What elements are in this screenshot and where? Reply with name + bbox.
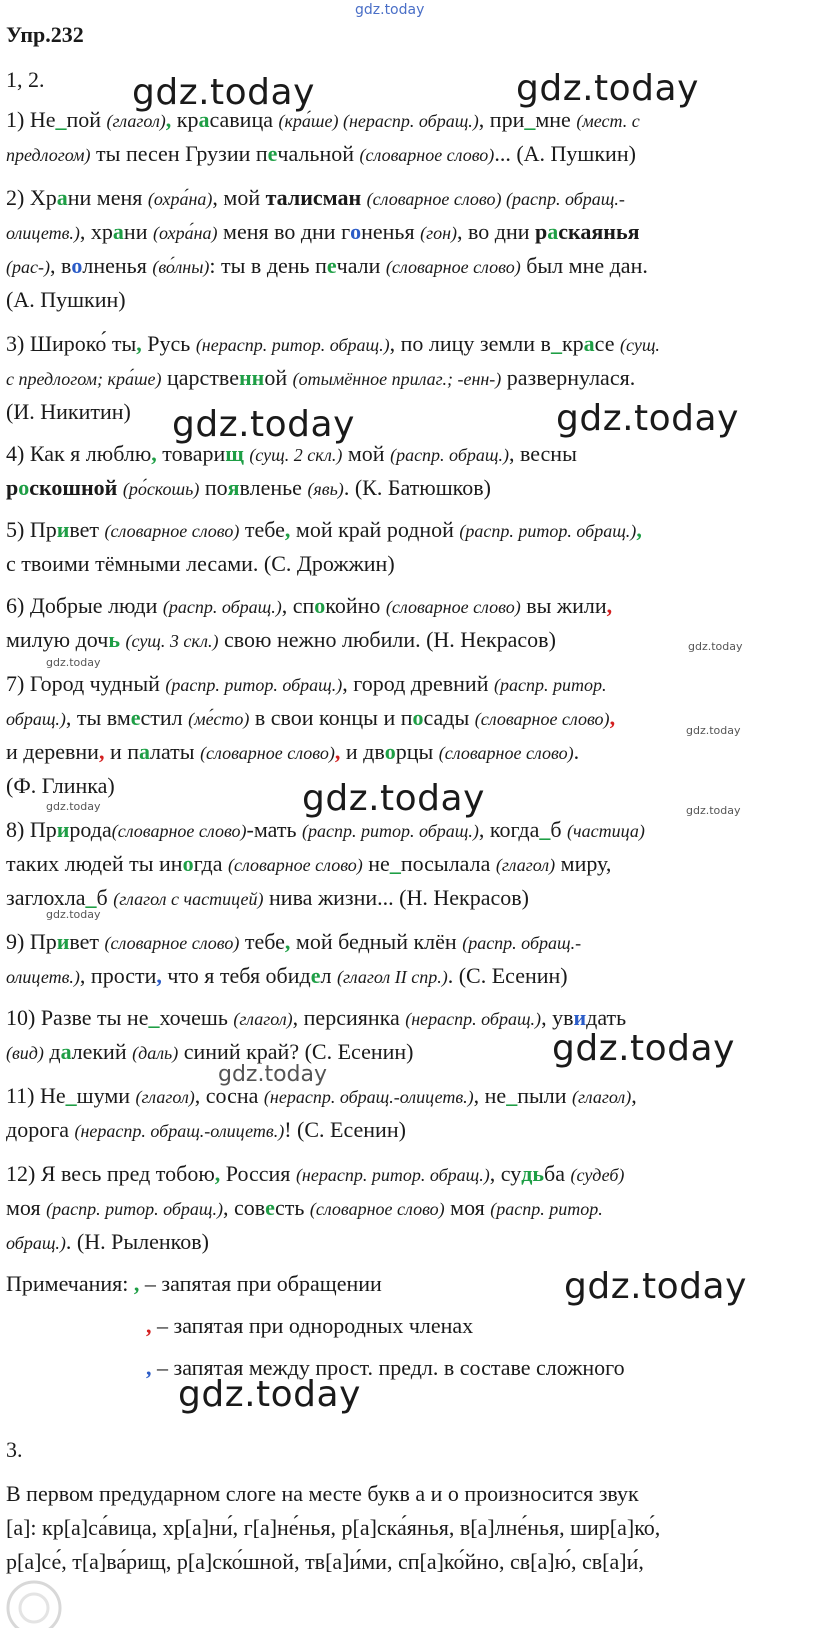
letter: е [267, 141, 278, 166]
text: , город древний [342, 671, 494, 696]
text: и п [109, 739, 139, 764]
marker: _ [389, 851, 401, 876]
text-line-24 [6, 962, 814, 991]
text: , су [489, 1161, 522, 1186]
text: ой [264, 365, 293, 390]
comma: , [136, 331, 148, 356]
note-text: – запятая между прост. предл. в составе сложного [157, 1355, 625, 1380]
text: вы жили [520, 593, 607, 618]
watermark-small: gdz.today [46, 908, 101, 921]
text: кр [561, 331, 584, 356]
marker: _ [550, 331, 562, 356]
letter: а [60, 1039, 72, 1064]
bold-letter: р [535, 219, 548, 244]
note: (словарное слово) [474, 709, 610, 729]
text: свою нежно любили. (Н. Некрасов) [218, 627, 556, 652]
part3-line-3: р[а]се́, т[а]ва́рищ, р[а]ско́шной, тв[а]и́ми, сп[а]ко́йно, св[а]ю́, св[а]и́, [6, 1549, 644, 1574]
text-line-28 [6, 1116, 814, 1145]
text: гда [193, 851, 228, 876]
note: (распр. обращ.) [390, 445, 509, 465]
note: (распр. ритор. [490, 1199, 603, 1219]
text: , ты вм [65, 705, 131, 730]
text: лненья [82, 253, 153, 278]
text: ... (А. Пушкин) [494, 141, 636, 166]
text: 3) Широко́ ты [6, 331, 137, 356]
text: Россия [225, 1161, 296, 1186]
text: царстве [161, 365, 239, 390]
red-comma: , [146, 1313, 152, 1338]
text: рода [69, 817, 112, 842]
note: (распр. обращ.- [462, 933, 582, 953]
letter: дь [521, 1161, 544, 1186]
text-line-11 [6, 474, 814, 503]
text: милую доч [6, 627, 109, 652]
text: 8) Пр [6, 817, 57, 842]
text: дорога [6, 1117, 75, 1142]
text: , прости [79, 963, 157, 988]
letter: а [198, 107, 210, 132]
text: тебе [239, 517, 285, 542]
comma: , [214, 1161, 226, 1186]
notes-line-2 [146, 1312, 814, 1340]
text: меня во дни г [217, 219, 351, 244]
letter: о [384, 739, 396, 764]
note: (словарное слово) [359, 145, 495, 165]
note: (нераспр. обращ.-олицетв.) [263, 1087, 474, 1107]
text: латы [149, 739, 201, 764]
text-line-27 [6, 1082, 814, 1111]
text: 5) Пр [6, 517, 57, 542]
comma: , [606, 593, 613, 618]
part3-line-2: [а]: кр[а]са́вица, хр[а]ни́, г[а]не́нья, р[а]ска́янья, в[а]лне́нья, шир[а]ко́, [6, 1515, 661, 1540]
watermark: gdz.today [172, 404, 355, 445]
note: (отымённое прилаг.; -енн-) [292, 369, 502, 389]
watermark: gdz.today [132, 72, 315, 113]
watermark-small: gdz.today [686, 724, 741, 737]
text: нива жизни... (Н. Некрасов) [263, 885, 529, 910]
text: се [594, 331, 620, 356]
letter: и [56, 817, 70, 842]
letter: и [573, 1005, 587, 1030]
text: . (С. Есенин) [447, 963, 568, 988]
note: (глагол) [135, 1087, 195, 1107]
note: (вид) [6, 1043, 44, 1063]
text-line-31 [6, 1228, 814, 1257]
text: чальной [277, 141, 360, 166]
note: (словарное слово) [309, 1199, 445, 1219]
text-line-4 [6, 218, 814, 247]
text: что я тебя обид [167, 963, 311, 988]
note: (глагол) [572, 1087, 632, 1107]
text: , не [473, 1083, 507, 1108]
note: (словарное слово) [200, 743, 335, 763]
marker: _ [524, 107, 536, 132]
marker: _ [539, 817, 551, 842]
text-line-10 [6, 440, 814, 469]
text: дать [586, 1005, 627, 1030]
text: , при [478, 107, 525, 132]
letter: а [112, 219, 124, 244]
note: (сущ. [619, 335, 660, 355]
notes-label: Примечания: [6, 1271, 134, 1296]
text: стил [140, 705, 189, 730]
note: (нераспр. обращ.) [405, 1009, 542, 1029]
marker: _ [65, 1083, 77, 1108]
text-line-7 [6, 330, 814, 359]
text: , сосна [194, 1083, 264, 1108]
text: 4) Как я люблю [6, 441, 152, 466]
text: 7) Город чудный [6, 671, 166, 696]
text: шуми [76, 1083, 136, 1108]
text-line-2 [6, 140, 814, 169]
note: олицетв.) [6, 223, 80, 243]
text: , когда [478, 817, 540, 842]
text: хочешь [159, 1005, 234, 1030]
comma: , [284, 929, 296, 954]
watermark: gdz.today [178, 1374, 361, 1415]
text-line-6 [6, 286, 814, 314]
letter: нн [238, 365, 265, 390]
text: заглохла [6, 885, 86, 910]
note: (словарное слово) [385, 257, 521, 277]
text-line-16 [6, 670, 814, 699]
text: . (К. Батюшков) [343, 475, 491, 500]
text-line-21 [6, 850, 814, 879]
note-text: – запятая при обращении [144, 1271, 382, 1296]
bold-letter: р [6, 475, 19, 500]
text: 6) Добрые люди [6, 593, 163, 618]
bold-word: скаянья [558, 219, 640, 244]
comma: , [156, 963, 168, 988]
text: мой бедный клён [295, 929, 463, 954]
comma: , [609, 705, 616, 730]
note: (нераспр. ритор. обращ.) [195, 335, 390, 355]
watermark: gdz.today [302, 778, 485, 819]
note: (распр. ритор. [493, 675, 607, 695]
text: ни меня [67, 185, 148, 210]
text: (А. Пушкин) [6, 287, 126, 312]
text: , ув [541, 1005, 574, 1030]
note: (словарное слово) [438, 743, 574, 763]
text: сады [423, 705, 475, 730]
text-line-22 [6, 884, 814, 913]
note: (ме́сто) [188, 709, 250, 729]
text-line-18 [6, 738, 814, 767]
text: ба [544, 1161, 571, 1186]
text: моя [444, 1195, 491, 1220]
text: 12) Я весь пред тобою [6, 1161, 215, 1186]
letter: а [583, 331, 595, 356]
text: чали [336, 253, 386, 278]
text: вет [69, 517, 105, 542]
text: вет [69, 929, 105, 954]
watermark: gdz.today [552, 1028, 735, 1069]
text-line-20 [6, 816, 814, 845]
watermark: gdz.today [556, 398, 739, 439]
text: с твоими тёмными лесами. (С. Дрожжин) [6, 551, 395, 576]
text: в свои концы и п [249, 705, 413, 730]
text: пыли [517, 1083, 572, 1108]
letter: а [56, 185, 68, 210]
comma: , [334, 739, 346, 764]
watermark-small: gdz.today [688, 640, 743, 653]
text: лекий [71, 1039, 133, 1064]
note: (словарное слово) [111, 821, 247, 841]
text: л [320, 963, 337, 988]
note: (сущ. 2 скл.) [249, 445, 343, 465]
exercise-title: Упр.232 [6, 22, 84, 47]
text: таких людей ты ин [6, 851, 183, 876]
text: ты песен Грузии п [90, 141, 268, 166]
watermark-small: gdz.today [686, 804, 741, 817]
text: и деревни [6, 739, 99, 764]
letter: щ [225, 441, 244, 466]
text: синий край? (С. Есенин) [178, 1039, 414, 1064]
text: товари [162, 441, 226, 466]
note-text: – запятая при однородных членах [157, 1313, 474, 1338]
text: посылала [400, 851, 496, 876]
text-line-5 [6, 252, 814, 281]
text: моя [6, 1195, 47, 1220]
text: 11) Не [6, 1083, 66, 1108]
bold-word: талисман [265, 185, 362, 210]
note: (распр. ритор. обращ.) [165, 675, 343, 695]
note: с предлогом; кра́ше) [6, 369, 162, 389]
text-line-1 [6, 106, 814, 135]
note: (словарное слово) [227, 855, 363, 875]
text: мой [342, 441, 391, 466]
letter: а [547, 219, 559, 244]
text: -мать [246, 817, 302, 842]
letter: е [310, 963, 321, 988]
note: обращ.) [6, 1233, 66, 1253]
letter: ь [108, 627, 120, 652]
text: мой край родной [295, 517, 460, 542]
marker: _ [85, 885, 97, 910]
note: (мест. с [576, 111, 640, 131]
text-line-13 [6, 550, 814, 578]
text-line-3 [6, 184, 814, 213]
text: , весны [508, 441, 577, 466]
letter: о [182, 851, 194, 876]
text: . (Н. Рыленков) [65, 1229, 209, 1254]
text: (Ф. Глинка) [6, 773, 115, 798]
note: (глагол) [106, 111, 166, 131]
marker: _ [506, 1083, 518, 1108]
note: (гон) [420, 223, 458, 243]
text: 9) Пр [6, 929, 57, 954]
note: (распр. обращ.) [162, 597, 282, 617]
letter: о [350, 219, 362, 244]
text: 1) Не [6, 107, 56, 132]
text: , мой [212, 185, 266, 210]
text: , хр [79, 219, 113, 244]
text: , [631, 1083, 637, 1108]
text: пой [66, 107, 107, 132]
text-line-30 [6, 1194, 814, 1223]
note: (глагол с частицей) [113, 889, 264, 909]
comma: , [284, 517, 296, 542]
text: тебе [239, 929, 285, 954]
marker: _ [148, 1005, 160, 1030]
text: 2) Хр [6, 185, 57, 210]
note: (даль) [132, 1043, 179, 1063]
text: по [199, 475, 228, 500]
note: (распр. ритор. обращ.) [459, 521, 637, 541]
note: (глагол II спр.) [336, 967, 448, 987]
note: (глагол) [233, 1009, 293, 1029]
text: миру, [555, 851, 612, 876]
note: (явь) [307, 479, 344, 499]
letter: о [412, 705, 424, 730]
text: : ты в день п [209, 253, 327, 278]
letter: и [56, 517, 70, 542]
letter: е [326, 253, 337, 278]
note: (распр. ритор. обращ.) [46, 1199, 224, 1219]
letter: о [71, 253, 83, 278]
note: обращ.) [6, 709, 66, 729]
text: койно [325, 593, 386, 618]
bold-word: скошной [29, 475, 118, 500]
text: ни [123, 219, 153, 244]
text: б [550, 817, 568, 842]
text: развернулася. [501, 365, 636, 390]
note: (словарное слово) [385, 597, 521, 617]
note: (глагол) [495, 855, 556, 875]
blue-comma: , [146, 1355, 152, 1380]
note: (распр. ритор. обращ.) [301, 821, 479, 841]
note: (словарное слово) [104, 933, 240, 953]
note: (нераспр. обращ.-олицетв.) [74, 1121, 285, 1141]
text: , персиянка [292, 1005, 406, 1030]
watermark-top: gdz.today [355, 2, 425, 18]
text: 10) Разве ты не [6, 1005, 149, 1030]
text-line-29 [6, 1160, 814, 1189]
letter: о [18, 475, 30, 500]
text: , сп [281, 593, 315, 618]
note: (охра́на) [152, 223, 218, 243]
text: д [43, 1039, 61, 1064]
note: олицетв.) [6, 967, 80, 987]
marker: _ [55, 107, 67, 132]
text: , по лицу земли в [389, 331, 551, 356]
note: (словарное слово) [104, 521, 240, 541]
text: , в [49, 253, 72, 278]
note: (охра́на) [147, 189, 213, 209]
comma: , [151, 441, 163, 466]
watermark-medium: gdz.today [218, 1062, 328, 1087]
text: вленье [239, 475, 308, 500]
letter: е [130, 705, 141, 730]
faint-logo-icon [0, 1568, 70, 1628]
note: (сущ. 3 скл.) [125, 631, 219, 651]
note: предлогом) [6, 145, 91, 165]
note: (рас-) [6, 257, 50, 277]
text: б [96, 885, 114, 910]
text: мне [535, 107, 577, 132]
text: кр [176, 107, 199, 132]
note: (нераспр. ритор. обращ.) [295, 1165, 490, 1185]
comma: , [636, 517, 642, 542]
part3-number: 3. [6, 1437, 23, 1462]
text: был мне дан. [520, 253, 648, 278]
letter: я [227, 475, 240, 500]
green-comma: , [133, 1271, 140, 1296]
text: рцы [395, 739, 439, 764]
text: . [573, 739, 580, 764]
watermark-small: gdz.today [46, 656, 101, 669]
note: (судеб) [570, 1165, 625, 1185]
text: Русь [147, 331, 196, 356]
watermark: gdz.today [516, 68, 699, 109]
text: сть [274, 1195, 310, 1220]
comma: , [98, 739, 110, 764]
comma: , [165, 107, 177, 132]
note: (во́лны) [152, 257, 210, 277]
text: ! (С. Есенин) [284, 1117, 406, 1142]
watermark-small: gdz.today [46, 800, 101, 813]
note: (словарное слово) (распр. обращ.- [366, 189, 625, 209]
text-line-12 [6, 516, 814, 545]
letter: а [138, 739, 150, 764]
text: , во дни [457, 219, 536, 244]
text: , сов [223, 1195, 266, 1220]
text: не [362, 851, 390, 876]
text: ненья [361, 219, 421, 244]
text: и дв [345, 739, 385, 764]
text: (И. Никитин) [6, 399, 131, 424]
text-line-8 [6, 364, 814, 393]
letter: е [265, 1195, 275, 1220]
watermark: gdz.today [564, 1266, 747, 1307]
letter: о [314, 593, 326, 618]
note: (кра́ше) (нераспр. обращ.) [278, 111, 479, 131]
text: савица [209, 107, 279, 132]
text-line-14 [6, 592, 814, 621]
note: (частица) [567, 821, 645, 841]
text-line-23 [6, 928, 814, 957]
note: (ро́скошь) [122, 479, 200, 499]
parts-label: 1, 2. [6, 67, 45, 92]
part3-line-1: В первом предударном слоге на месте букв а и о произносится звук [6, 1481, 639, 1506]
letter: и [56, 929, 70, 954]
